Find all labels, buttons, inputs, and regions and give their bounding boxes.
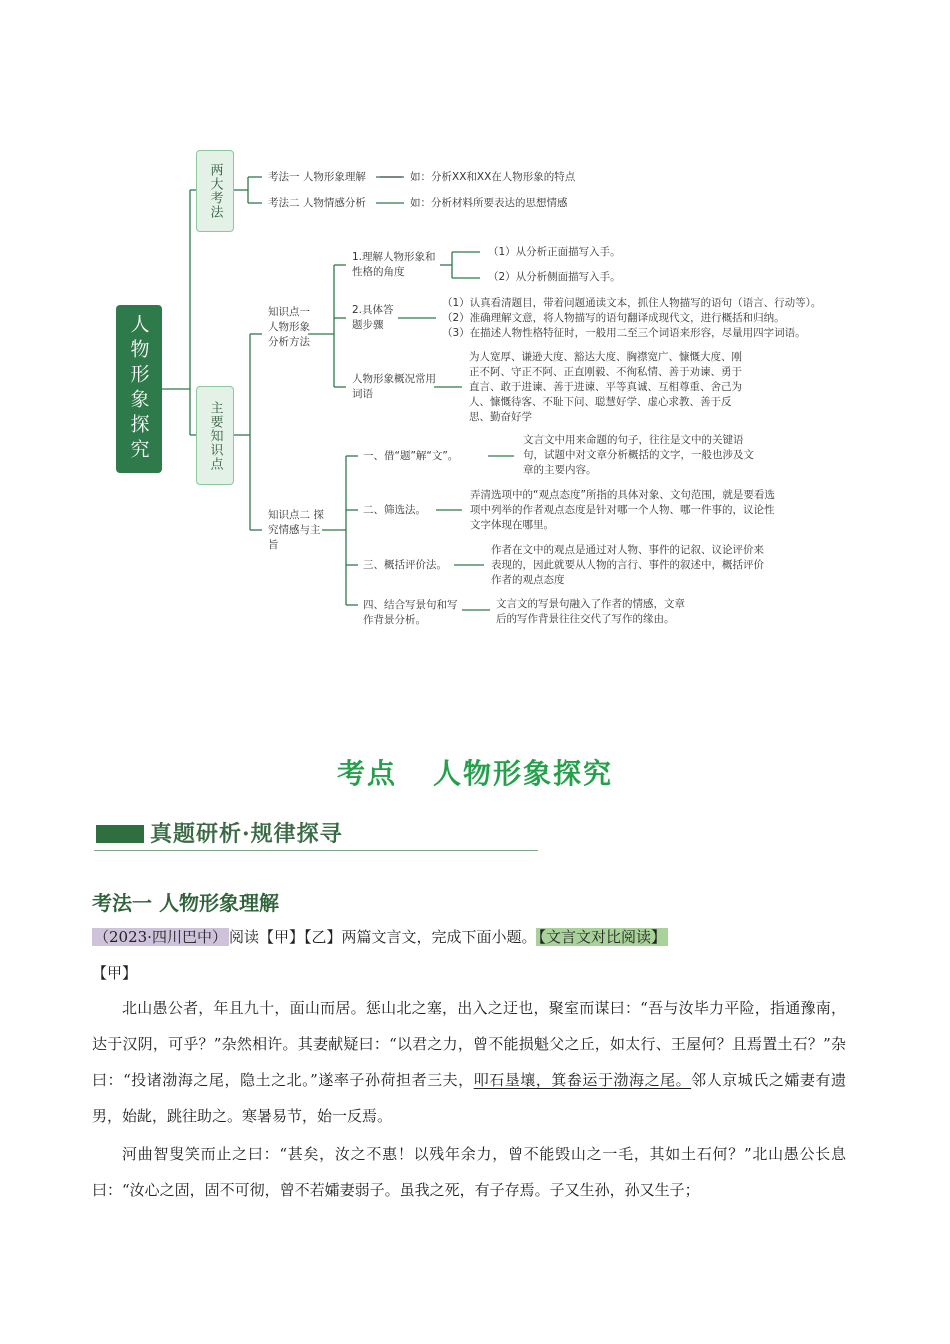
kp2-method-desc: 弄清选项中的“观点态度”所指的具体对象、文句范围，就是要看选项中列举的作者观点态度是针对哪一个人物、哪一件事的，议论性文字体现在哪里。	[470, 489, 775, 531]
question-prompt: 阅读【甲】【乙】两篇文言文，完成下面小题。	[228, 928, 537, 946]
kp1-words-label: 人物形象概况常用词语	[352, 373, 436, 400]
question-intro	[92, 926, 668, 948]
method-two-desc: 如：分析材料所要表达的思想情感	[410, 197, 568, 209]
underlined-sentence: 叩石垦壤，箕畚运于渤海之尾。	[473, 1071, 692, 1089]
knowledge-point-one: 知识点一 人物形象分析方法	[268, 306, 310, 348]
method-one-label: 考法一 人物形象理解	[268, 171, 366, 183]
kp1-step-item: （3）在描述人物性格特征时，一般用二至三个词语来形容，尽量用四字词语。	[442, 327, 806, 339]
kp1-angle-item: （1）从分析正面描写入手。	[488, 246, 621, 258]
kp2-method-name: 二、筛选法。	[363, 504, 426, 516]
kp2-method-desc: 作者在文中的观点是通过对人物、事件的记叙、议论评价来表现的，因此就要从人物的言行、事件的叙述中，概括评价作者的观点态度	[491, 544, 764, 586]
branch-main-knowledge: 主要知识点	[196, 386, 234, 485]
kp2-method-name: 四、结合写景句和写作背景分析。	[363, 599, 458, 626]
section-divider	[94, 850, 538, 851]
kp2-method-name: 一、借“题”解“文”。	[363, 450, 459, 462]
passage-paragraph: 河曲智叟笑而止之曰：“甚矣，汝之不惠！以残年余力，曾不能毁山之一毛，其如土石何？”北山愚公长息曰：“汝心之固，固不可彻，曾不若孀妻弱子。虽我之死，有子存焉。子又生孙，孙又生子；	[92, 1145, 846, 1199]
method-two-label: 考法二 人物情感分析	[268, 197, 366, 209]
kp1-steps-label: 2.具体答题步骤	[352, 304, 394, 331]
kp1-step-item: （2）准确理解文意，将人物描写的语句翻译成现代文，进行概括和归纳。	[442, 312, 785, 324]
page-title: 考点 人物形象探究	[336, 757, 614, 790]
method-heading: 考法一 人物形象理解	[92, 891, 279, 915]
passage-label: 【甲】	[92, 964, 138, 982]
kp1-angle-item: （2）从分析侧面描写入手。	[488, 271, 621, 283]
branch-two-methods: 两大考法	[196, 150, 234, 232]
knowledge-point-two: 知识点二 探究情感与主旨	[268, 509, 324, 551]
passage-paragraph: 北山愚公者，年且九十，面山而居。惩山北之塞，出入之迂也，聚室而谋曰：“吾与汝毕力平险，指通豫南，达于汉阴，可乎？”杂然相许。其妻献疑曰：“以君之力，曾不能损魁父之丘，如太行、王屋何？且焉置土石？”杂曰：“投诸渤海之尾，隐土之北。”遂率子孙荷担者三夫，叩石垦壤，箕畚运于渤海之尾。邻人京城氏之孀妻有遗男，始龀，跳往助之。寒暑易节，始一反焉。	[92, 999, 846, 1125]
kp2-method-name: 三、概括评价法。	[363, 559, 447, 571]
type-badge: 【文言文对比阅读】	[538, 928, 666, 946]
section-title: 真题研析·规律探寻	[150, 821, 343, 847]
kp1-step-item: （1）认真看清题目，带着问题通读文本，抓住人物描写的语句（语言、行动等）。	[442, 297, 822, 309]
method-one-desc: 如：分析XX和XX在人物形象的特点	[410, 171, 576, 183]
source-badge: （2023·四川巴中）	[94, 928, 227, 946]
kp1-words-text: 为人宽厚、谦逊大度、豁达大度、胸襟宽广、慷慨大度、刚正不阿、守正不阿、正直刚毅、不徇私情、善于劝谏、勇于直言、敢于进谏、善于进谏、平等真诚、互相尊重、舍己为人、慷慨待客、不耻下问、聪慧好学、虚心求教、善于反思、勤奋好学	[469, 351, 742, 423]
kp1-angle-label: 1.理解人物形象和性格的角度	[352, 251, 436, 278]
mindmap-root: 人物形象探究	[116, 305, 162, 473]
kp2-method-desc: 文言文中用来命题的句子，往往是文中的关键语句，试题中对文章分析概括的文字，一般也涉及文章的主要内容。	[523, 434, 754, 476]
kp2-method-desc: 文言文的写景句融入了作者的情感，文章后的写作背景往往交代了写作的缘由。	[496, 598, 685, 625]
section-marker-bar	[96, 825, 144, 843]
